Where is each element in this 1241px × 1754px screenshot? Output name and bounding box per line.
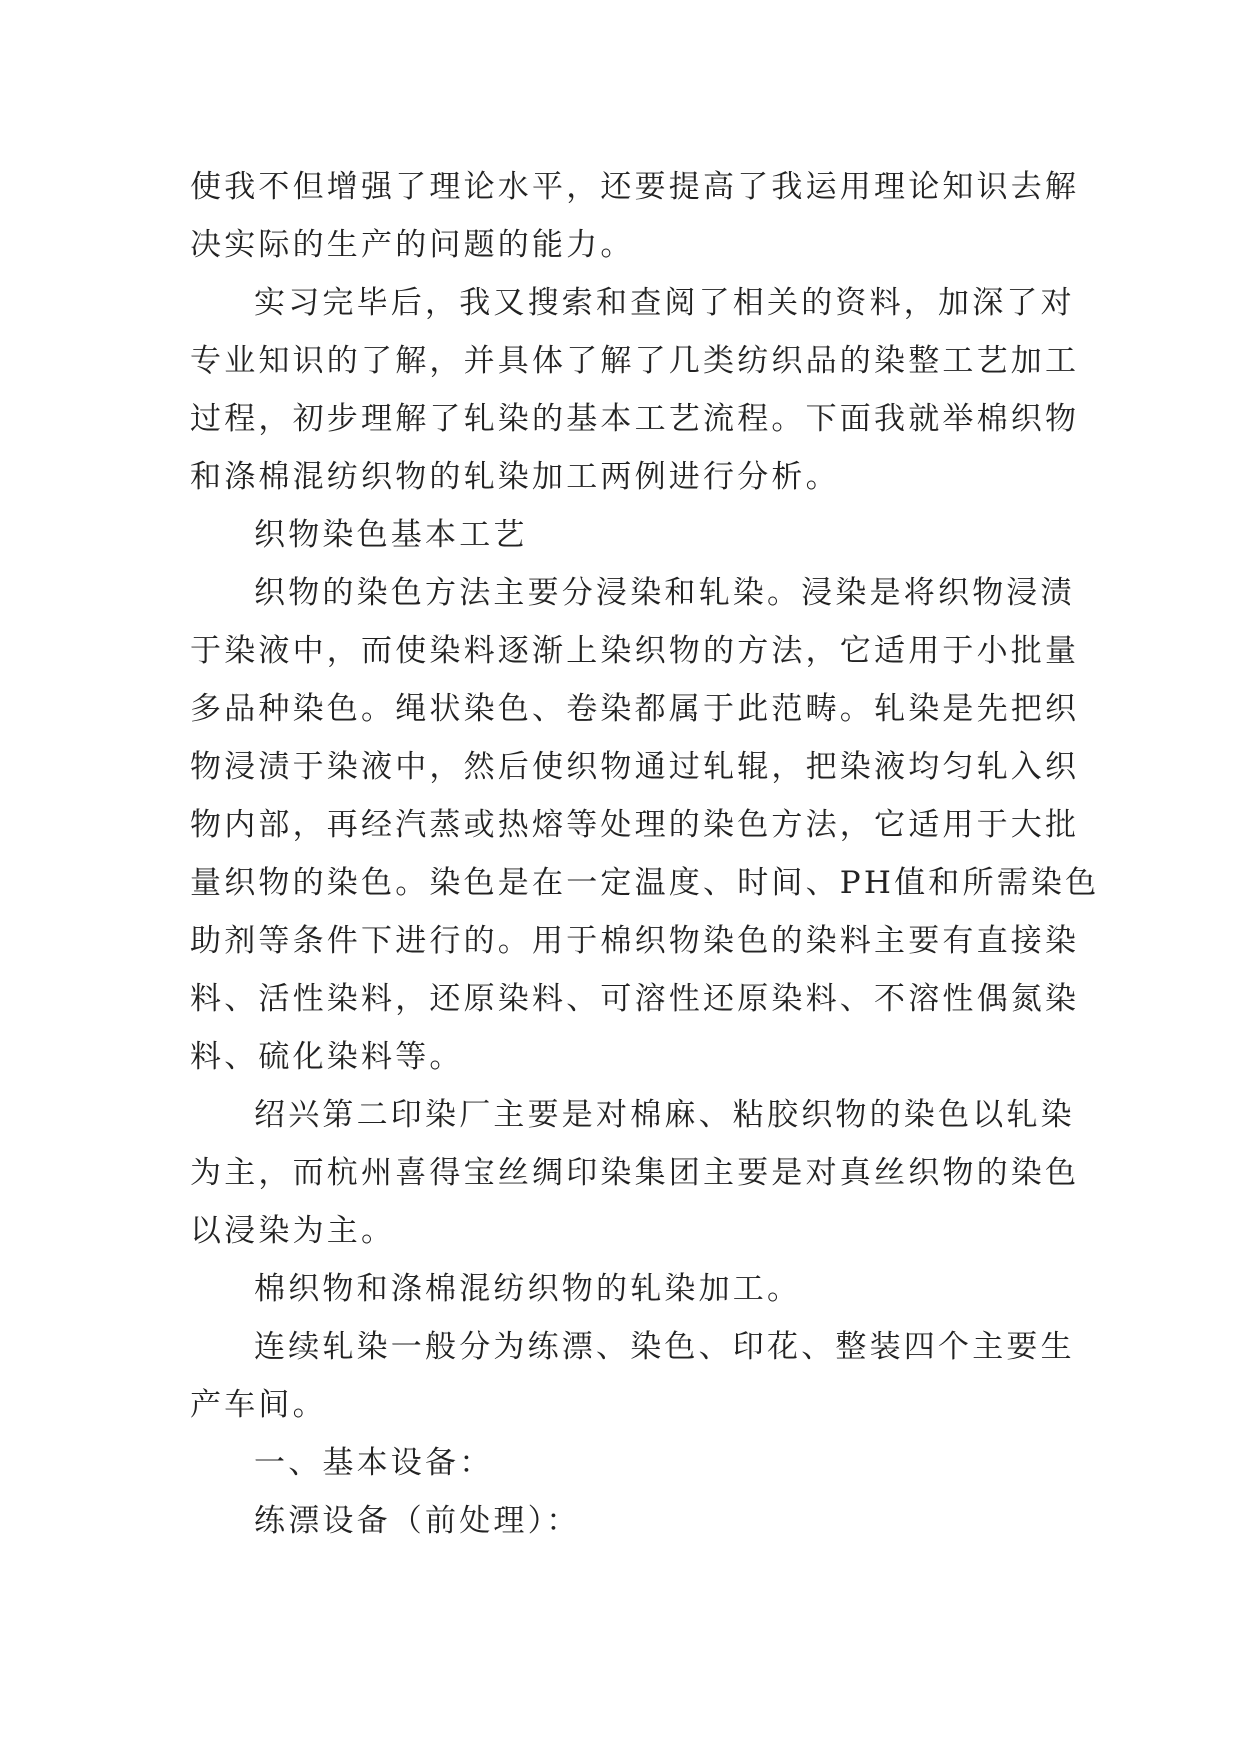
text-line: 织物的染色方法主要分浸染和轧染。浸染是将织物浸渍	[254, 575, 1075, 611]
text-line: 物内部，再经汽蒸或热熔等处理的染色方法，它适用于大批	[190, 807, 1080, 843]
text-line: 于染液中，而使染料逐渐上染织物的方法，它适用于小批量	[190, 633, 1080, 669]
text-line: 过程，初步理解了轧染的基本工艺流程。下面我就举棉织物	[190, 401, 1080, 437]
text-line: 连续轧染一般分为练漂、染色、印花、整装四个主要生	[254, 1329, 1075, 1365]
text-line: 练漂设备（前处理）：	[254, 1503, 581, 1539]
text-line: 和涤棉混纺织物的轧染加工两例进行分析。	[190, 459, 840, 495]
text-line: 产车间。	[190, 1387, 327, 1423]
text-line: 以浸染为主。	[190, 1213, 396, 1249]
text-line: 多品种染色。绳状染色、卷染都属于此范畴。轧染是先把织	[190, 691, 1080, 727]
text-line: 使我不但增强了理论水平，还要提高了我运用理论知识去解	[190, 169, 1080, 205]
text-line: 实习完毕后，我又搜索和查阅了相关的资料，加深了对	[254, 285, 1075, 321]
text-line: 一、基本设备：	[254, 1445, 494, 1481]
text-line: 棉织物和涤棉混纺织物的轧染加工。	[254, 1271, 802, 1307]
text-line: 为主，而杭州喜得宝丝绸印染集团主要是对真丝织物的染色	[190, 1155, 1080, 1191]
text-line: 物浸渍于染液中，然后使织物通过轧辊，把染液均匀轧入织	[190, 749, 1080, 785]
text-line: 量织物的染色。染色是在一定温度、时间、PH值和所需染色	[190, 865, 1100, 901]
text-line: 助剂等条件下进行的。用于棉织物染色的染料主要有直接染	[190, 923, 1080, 959]
text-line: 织物染色基本工艺	[254, 517, 528, 553]
document-body	[190, 158, 1100, 1550]
text-line: 决实际的生产的问题的能力。	[190, 227, 635, 263]
text-line: 绍兴第二印染厂主要是对棉麻、粘胶织物的染色以轧染	[254, 1097, 1075, 1133]
text-line: 料、活性染料，还原染料、可溶性还原染料、不溶性偶氮染	[190, 981, 1080, 1017]
text-line: 料、硫化染料等。	[190, 1039, 464, 1075]
text-line: 专业知识的了解，并具体了解了几类纺织品的染整工艺加工	[190, 343, 1080, 379]
